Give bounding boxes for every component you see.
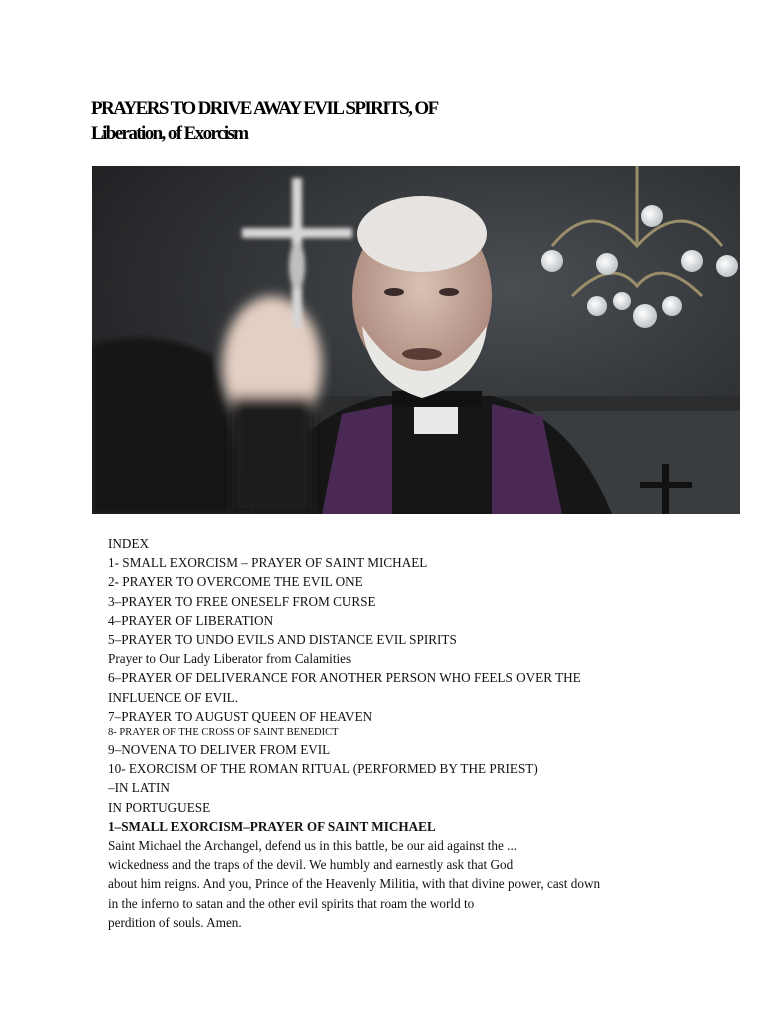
prayer-paragraph (108, 836, 688, 932)
index-item: 10- EXORCISM OF THE ROMAN RITUAL (PERFORMED BY THE PRIEST) (108, 761, 538, 777)
document-body (108, 534, 688, 932)
document-title (91, 96, 438, 146)
index-item: 9–NOVENA TO DELIVER FROM EVIL (108, 742, 331, 758)
photo-illustration (92, 166, 740, 514)
title-line-1: PRAYERS TO DRIVE AWAY EVIL SPIRITS, OF (91, 98, 438, 119)
index-item: 6–PRAYER OF DELIVERANCE FOR ANOTHER PERSON WHO FEELS OVER THE (108, 670, 581, 686)
index-item: 1- SMALL EXORCISM – PRAYER OF SAINT MICHAEL (108, 555, 428, 571)
index-item: 3–PRAYER TO FREE ONESELF FROM CURSE (108, 593, 376, 609)
index-item: 7–PRAYER TO AUGUST QUEEN OF HEAVEN (108, 708, 373, 724)
index-item: 2- PRAYER TO OVERCOME THE EVIL ONE (108, 574, 363, 590)
paragraph-line: wickedness and the traps of the devil. We humbly and earnestly ask that God (108, 857, 514, 873)
paragraph-line: about him reigns. And you, Prince of the Heavenly Militia, with that divine power, cast down (108, 876, 601, 892)
index-item: IN PORTUGUESE (108, 799, 211, 815)
title-line-2: Liberation, of Exorcism (91, 123, 248, 144)
paragraph-line: Saint Michael the Archangel, defend us in this battle, be our aid against the ... (108, 838, 518, 854)
index-item: 5–PRAYER TO UNDO EVILS AND DISTANCE EVIL SPIRITS (108, 632, 457, 648)
priest-with-crucifix-photo (92, 166, 740, 514)
index-item: 4–PRAYER OF LIBERATION (108, 612, 274, 628)
index-list (108, 553, 688, 817)
index-item: 8- PRAYER OF THE CROSS OF SAINT BENEDICT (108, 727, 339, 739)
index-item: –IN LATIN (108, 780, 170, 796)
index-item: Prayer to Our Lady Liberator from Calamities (108, 651, 352, 667)
index-item: INFLUENCE OF EVIL. (108, 689, 239, 705)
section-heading: 1–SMALL EXORCISM–PRAYER OF SAINT MICHAEL (108, 818, 436, 834)
paragraph-line: in the inferno to satan and the other evil spirits that roam the world to (108, 895, 475, 911)
index-heading: INDEX (108, 536, 150, 551)
paragraph-line: perdition of souls. Amen. (108, 914, 242, 930)
